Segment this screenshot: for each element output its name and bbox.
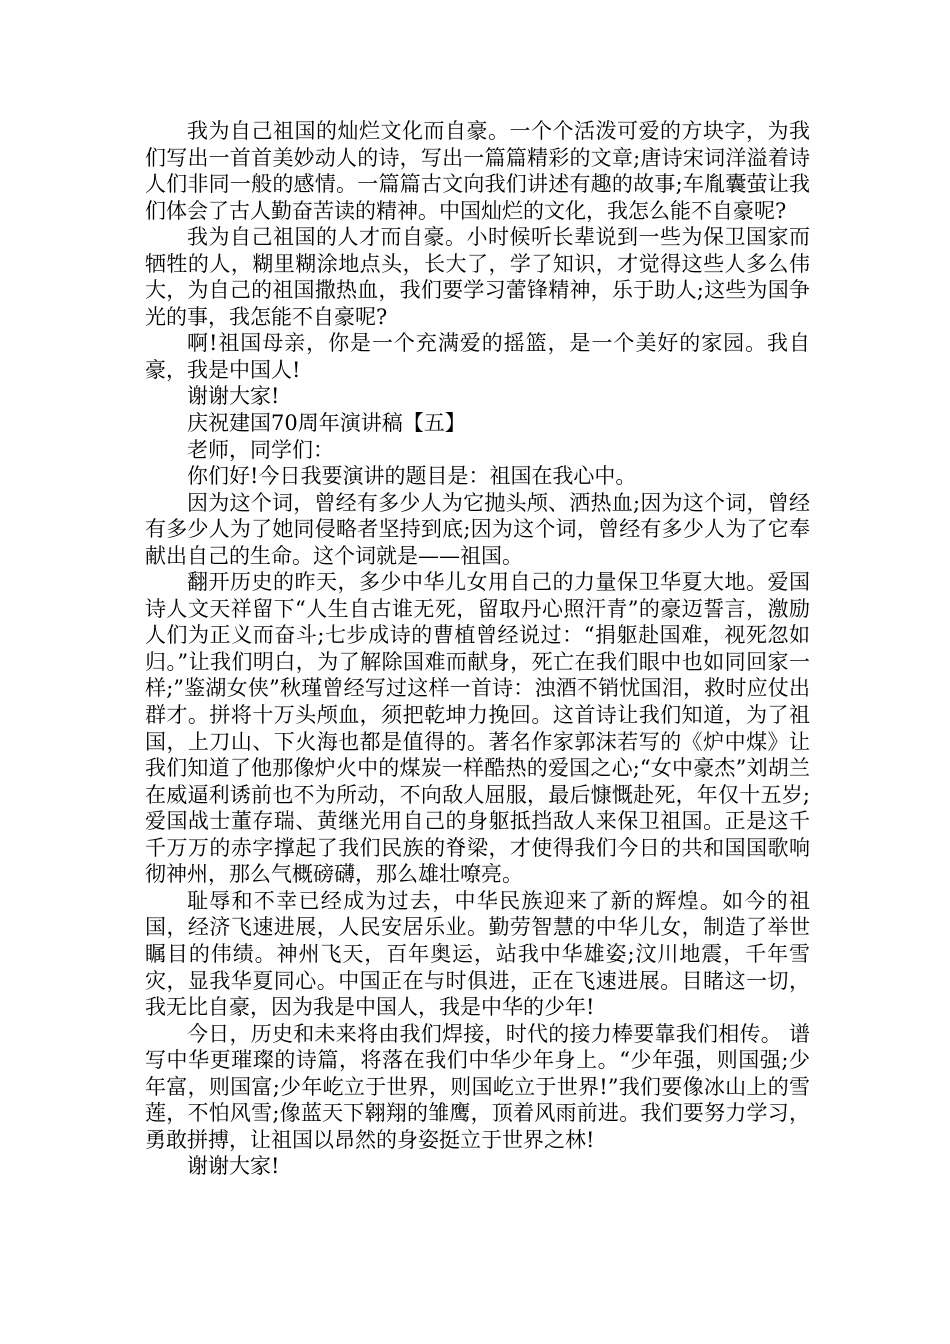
paragraph-thanks-1: 谢谢大家! bbox=[187, 384, 280, 409]
paragraph-culture: 我为自己祖国的灿烂文化而自豪。一个个活泼可爱的方块字，为我们写出一首首美妙动人的诗，写出一篇篇精彩的文章;唐诗宋词洋溢着诗人们非同一般的感情。一篇篇古文向我们讲述有趣的故事;车胤囊萤让我们体会了古人勤奋苦读的精神。中国灿烂的文化，我怎么能不自豪呢? bbox=[145, 119, 810, 223]
paragraph-glory: 耻辱和不幸已经成为过去，中华民族迎来了新的辉煌。如今的祖国，经济飞速进展，人民安居乐业。勤劳智慧的中华儿女，制造了举世瞩目的伟绩。神州飞天，百年奥运，站我中华雄姿;汶川地震，千年雪灾，显我华夏同心。中国正在与时俱进，正在飞速进展。目睹这一切，我无比自豪，因为我是中国人，我是中华的少年! bbox=[145, 888, 810, 1020]
paragraph-greeting: 老师，同学们： bbox=[187, 437, 334, 462]
section-title: 庆祝建国70周年演讲稿【五】 bbox=[187, 411, 466, 436]
document-body bbox=[145, 118, 810, 1180]
paragraph-this-word: 因为这个词，曾经有多少人为它抛头颅、洒热血;因为这个词，曾经有多少人为了她同侵略者坚持到底;因为这个词，曾经有多少人为了它奉献出自己的生命。这个词就是——祖国。 bbox=[145, 490, 810, 568]
paragraph-talent: 我为自己祖国的人才而自豪。小时候听长辈说到一些为保卫国家而牺牲的人，糊里糊涂地点头，长大了，学了知识，才觉得这些人多么伟大，为自己的祖国撒热血，我们要学习蕾锋精神，乐于助人;这些为国争光的事，我怎能不自豪呢? bbox=[145, 225, 810, 329]
paragraph-topic: 你们好!今日我要演讲的题目是：祖国在我心中。 bbox=[187, 464, 637, 489]
paragraph-thanks-2: 谢谢大家! bbox=[187, 1154, 280, 1179]
paragraph-future: 今日，历史和未来将由我们焊接，时代的接力棒要靠我们相传。 谱写中华更璀璨的诗篇，将落在我们中华少年身上。“少年强，则国强;少年富，则国富;少年屹立于世界，则国屹立于世界!”我们要像冰山上的雪莲，不怕风雪;像蓝天下翱翔的雏鹰，顶着风雨前进。我们要努力学习，勇敢拼搏，让祖国以昂然的身姿挺立于世界之林! bbox=[145, 1021, 810, 1152]
paragraph-history: 翻开历史的昨天，多少中华儿女用自己的力量保卫华夏大地。爱国诗人文天祥留下“人生自古谁无死，留取丹心照汗青”的豪迈誓言，激励人们为正义而奋斗;七步成诗的曹植曾经说过：“捐躯赴国难，视死忽如归。”让我们明白，为了解除国难而献身，死亡在我们眼中也如同回家一样;”鉴湖女侠”秋瑾曾经写过这样一首诗：浊酒不销忧国泪，救时应仗出群才。拼将十万头颅血，须把乾坤力挽回。这首诗让我们知道，为了祖国，上刀山、下火海也都是值得的。著名作家郭沫若写的《炉中煤》让我们知道了他那像炉火中的煤炭一样酷热的爱国之心;“女中豪杰”刘胡兰在威逼利诱前也不为所动，不向敌人屈服，最后慷慨赴死，年仅十五岁;爱国战士董存瑞、黄继光用自己的身躯抵挡敌人来保卫祖国。正是这千千万万的赤字撑起了我们民族的脊梁，才使得我们今日的共和国国歌响彻神州，那么气概磅礴，那么雄壮嘹亮。 bbox=[145, 570, 810, 887]
paragraph-motherland: 啊!祖国母亲，你是一个充满爱的摇篮，是一个美好的家园。我自豪，我是中国人! bbox=[145, 331, 810, 382]
